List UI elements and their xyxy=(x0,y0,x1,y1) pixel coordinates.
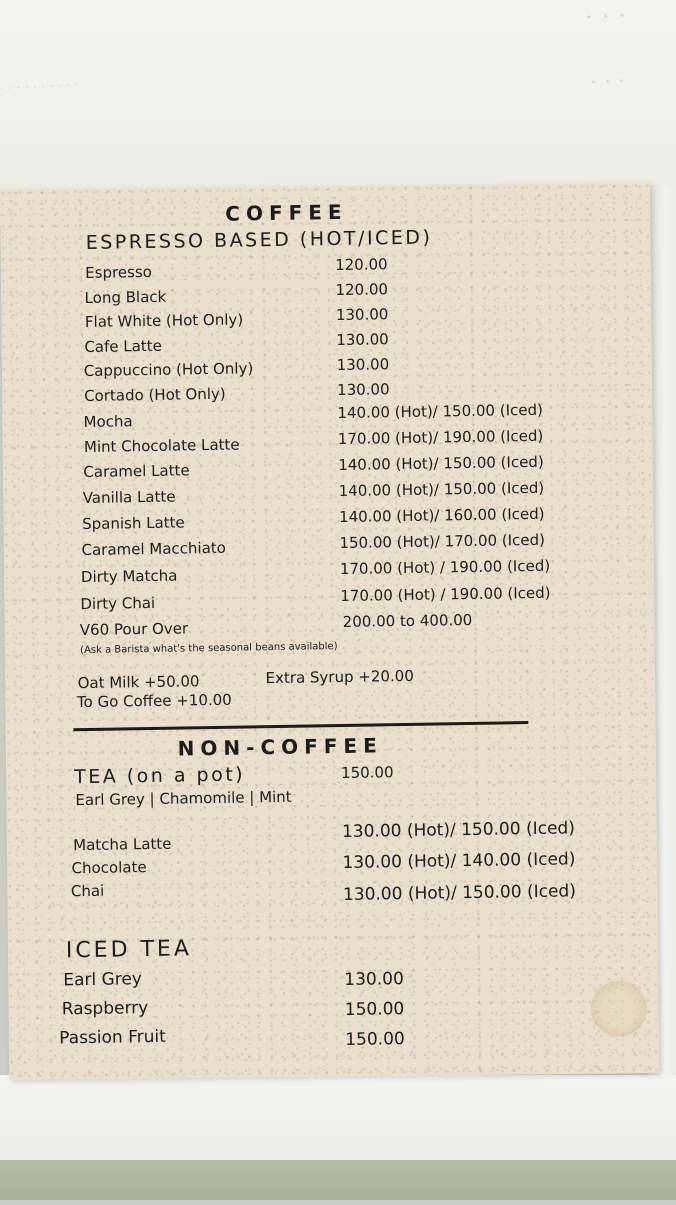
tea-price: 150.00 xyxy=(340,763,394,782)
menu-item-price: 130.00 xyxy=(336,355,390,375)
menu-item-name: Raspberry xyxy=(61,998,149,1020)
addon-to-go: To Go Coffee +10.00 xyxy=(76,690,232,712)
ghost-text: · · · · · · · · · · xyxy=(0,77,79,98)
menu-item-name: Cafe Latte xyxy=(84,336,162,356)
menu-item-price: 130.00 (Hot)/ 140.00 (Iced) xyxy=(342,849,576,873)
menu-item-price: 130.00 xyxy=(336,380,390,400)
menu-item-name: Espresso xyxy=(85,262,153,282)
menu-item-name: Mocha xyxy=(83,412,133,432)
section-subtitle-espresso: ESPRESSO BASED (HOT/ICED) xyxy=(85,226,433,254)
menu-item-name: Caramel Latte xyxy=(83,461,190,482)
menu-item-price: 150.00 xyxy=(345,1029,405,1050)
menu-item-name: Cappuccino (Hot Only) xyxy=(83,359,254,380)
ghost-text: · · · xyxy=(584,0,628,34)
menu-item-price: 140.00 (Hot)/ 150.00 (Iced) xyxy=(338,452,544,475)
menu-item-price: 130.00 xyxy=(335,305,389,325)
menu-item-price: 120.00 xyxy=(334,255,388,275)
menu-item-name: Vanilla Latte xyxy=(82,487,176,508)
menu-item-price: 130.00 xyxy=(344,969,404,990)
menu-item-name: Caramel Macchiato xyxy=(81,538,227,560)
menu-item-name: Dirty Matcha xyxy=(80,566,178,587)
tea-varieties: Earl Grey | Chamomile | Mint xyxy=(75,787,292,810)
menu-item-name: Chai xyxy=(70,881,105,901)
section-title-iced-tea: ICED TEA xyxy=(65,936,193,964)
menu-item-price: 140.00 (Hot)/ 160.00 (Iced) xyxy=(338,504,545,526)
menu-item-price: 150.00 (Hot)/ 170.00 (Iced) xyxy=(339,530,546,552)
menu-item-name: Flat White (Hot Only) xyxy=(84,310,244,331)
menu-item-name: V60 Pour Over xyxy=(79,619,189,640)
stain-mark xyxy=(590,980,647,1037)
section-title-non-coffee: NON-COFFEE xyxy=(177,733,383,761)
menu-item-price: 150.00 xyxy=(344,999,405,1020)
tea-heading: TEA (on a pot) xyxy=(73,763,246,789)
menu-item-price: 130.00 (Hot)/ 150.00 (Iced) xyxy=(341,818,576,842)
menu-item-name: Cortado (Hot Only) xyxy=(83,384,226,405)
menu-item-price: 170.00 (Hot)/ 190.00 (Iced) xyxy=(337,426,544,449)
addon-oat-milk: Oat Milk +50.00 xyxy=(77,672,200,693)
menu-item-price: 140.00 (Hot)/ 150.00 (Iced) xyxy=(337,400,544,423)
menu-item-price: 170.00 (Hot) / 190.00 (Iced) xyxy=(340,583,551,605)
ghost-text: · · · xyxy=(589,69,626,96)
menu-item-name: Earl Grey xyxy=(63,969,143,991)
menu-item-price: 120.00 xyxy=(335,280,389,300)
menu-item-price: 170.00 (Hot) / 190.00 (Iced) xyxy=(339,556,551,578)
menu-item-name: Matcha Latte xyxy=(73,834,172,855)
addon-extra-syrup: Extra Syrup +20.00 xyxy=(265,666,414,688)
menu-item-price: 140.00 (Hot)/ 150.00 (Iced) xyxy=(338,478,545,501)
menu-item-name: Chocolate xyxy=(71,858,147,878)
menu-item-price: 130.00 (Hot)/ 150.00 (Iced) xyxy=(342,881,577,905)
seasonal-beans-note: (Ask a Barista what's the seasonal beans available) xyxy=(80,641,338,657)
menu-item-name: Long Black xyxy=(84,287,167,307)
menu-item-name: Spanish Latte xyxy=(82,513,185,534)
menu-item-name: Dirty Chai xyxy=(80,593,156,614)
menu-item-price: 130.00 xyxy=(336,330,389,350)
section-divider xyxy=(73,721,528,731)
menu-item-name: Mint Chocolate Latte xyxy=(83,435,240,456)
section-title-coffee: COFFEE xyxy=(225,199,348,226)
menu-item-name: Passion Fruit xyxy=(59,1026,166,1049)
menu-item-price: 200.00 to 400.00 xyxy=(342,610,473,631)
